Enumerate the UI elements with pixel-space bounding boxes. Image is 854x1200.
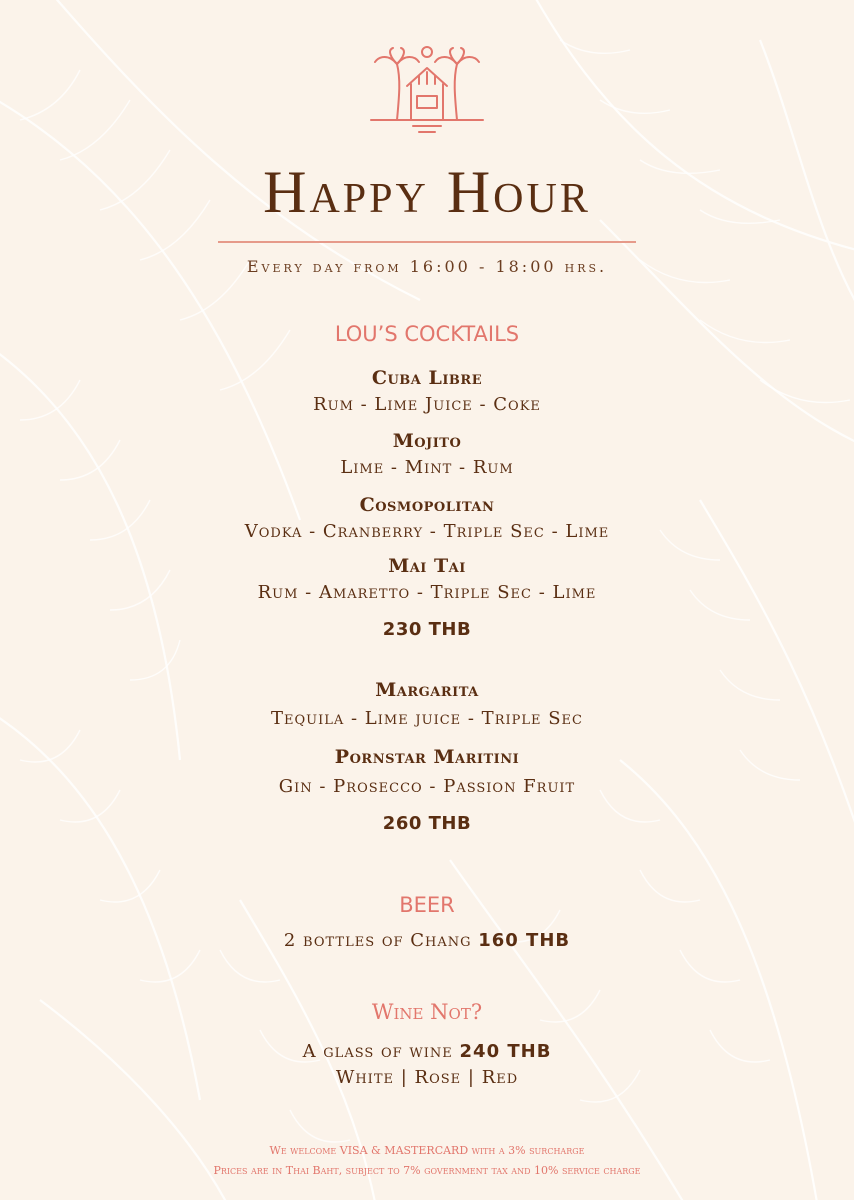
drink-ingredients: Rum - Amaretto - Triple Sec - Lime	[257, 582, 597, 603]
drink-ingredients: Rum - Lime Juice - Coke	[313, 394, 541, 415]
wine-option: Rose	[414, 1067, 462, 1088]
wine-option: Red	[481, 1067, 519, 1088]
drink-name: Pornstar Maritini	[334, 746, 520, 768]
cocktails-price: 230 THB	[382, 619, 472, 640]
beer-heading: BEER	[399, 893, 455, 917]
cocktails-heading: LOU’S COCKTAILS	[334, 322, 520, 346]
happy-hour-times: Every day from 16:00 - 18:00 hrs.	[246, 257, 608, 276]
option-separator: |	[467, 1067, 475, 1088]
drink-name: Mojito	[392, 430, 462, 452]
beer-offer	[0, 929, 854, 953]
drink-ingredients: Lime - Mint - Rum	[340, 457, 514, 478]
drink-ingredients: Gin - Prosecco - Passion Fruit	[278, 776, 576, 797]
option-separator: |	[400, 1067, 408, 1088]
cocktails-price: 260 THB	[382, 813, 472, 834]
payment-note: We welcome VISA & MASTERCARD with a 3% surcharge	[269, 1144, 585, 1157]
wine-offer	[0, 1040, 854, 1064]
drink-ingredients: Vodka - Cranberry - Triple Sec - Lime	[244, 521, 610, 542]
wine-option: White	[335, 1067, 394, 1088]
beach-hut-palm-icon	[367, 44, 487, 136]
wine-offer-text: A glass of wine	[302, 1041, 453, 1062]
wine-price: 240 THB	[459, 1041, 552, 1062]
title-divider	[218, 241, 636, 243]
beer-price: 160 THB	[478, 930, 571, 951]
page-title: Happy Hour	[263, 159, 591, 225]
wine-heading: Wine Not?	[371, 1000, 483, 1024]
drink-name: Mai Tai	[388, 555, 466, 577]
tax-note: Prices are in Thai Baht, subject to 7% government tax and 10% service charge	[213, 1164, 641, 1177]
drink-name: Margarita	[375, 679, 479, 701]
drink-name: Cuba Libre	[371, 367, 483, 389]
wine-options	[0, 1066, 854, 1090]
beer-offer-text: 2 bottles of Chang	[283, 930, 472, 951]
drink-name: Cosmopolitan	[359, 494, 495, 516]
drink-ingredients: Tequila - Lime juice - Triple Sec	[271, 708, 583, 729]
